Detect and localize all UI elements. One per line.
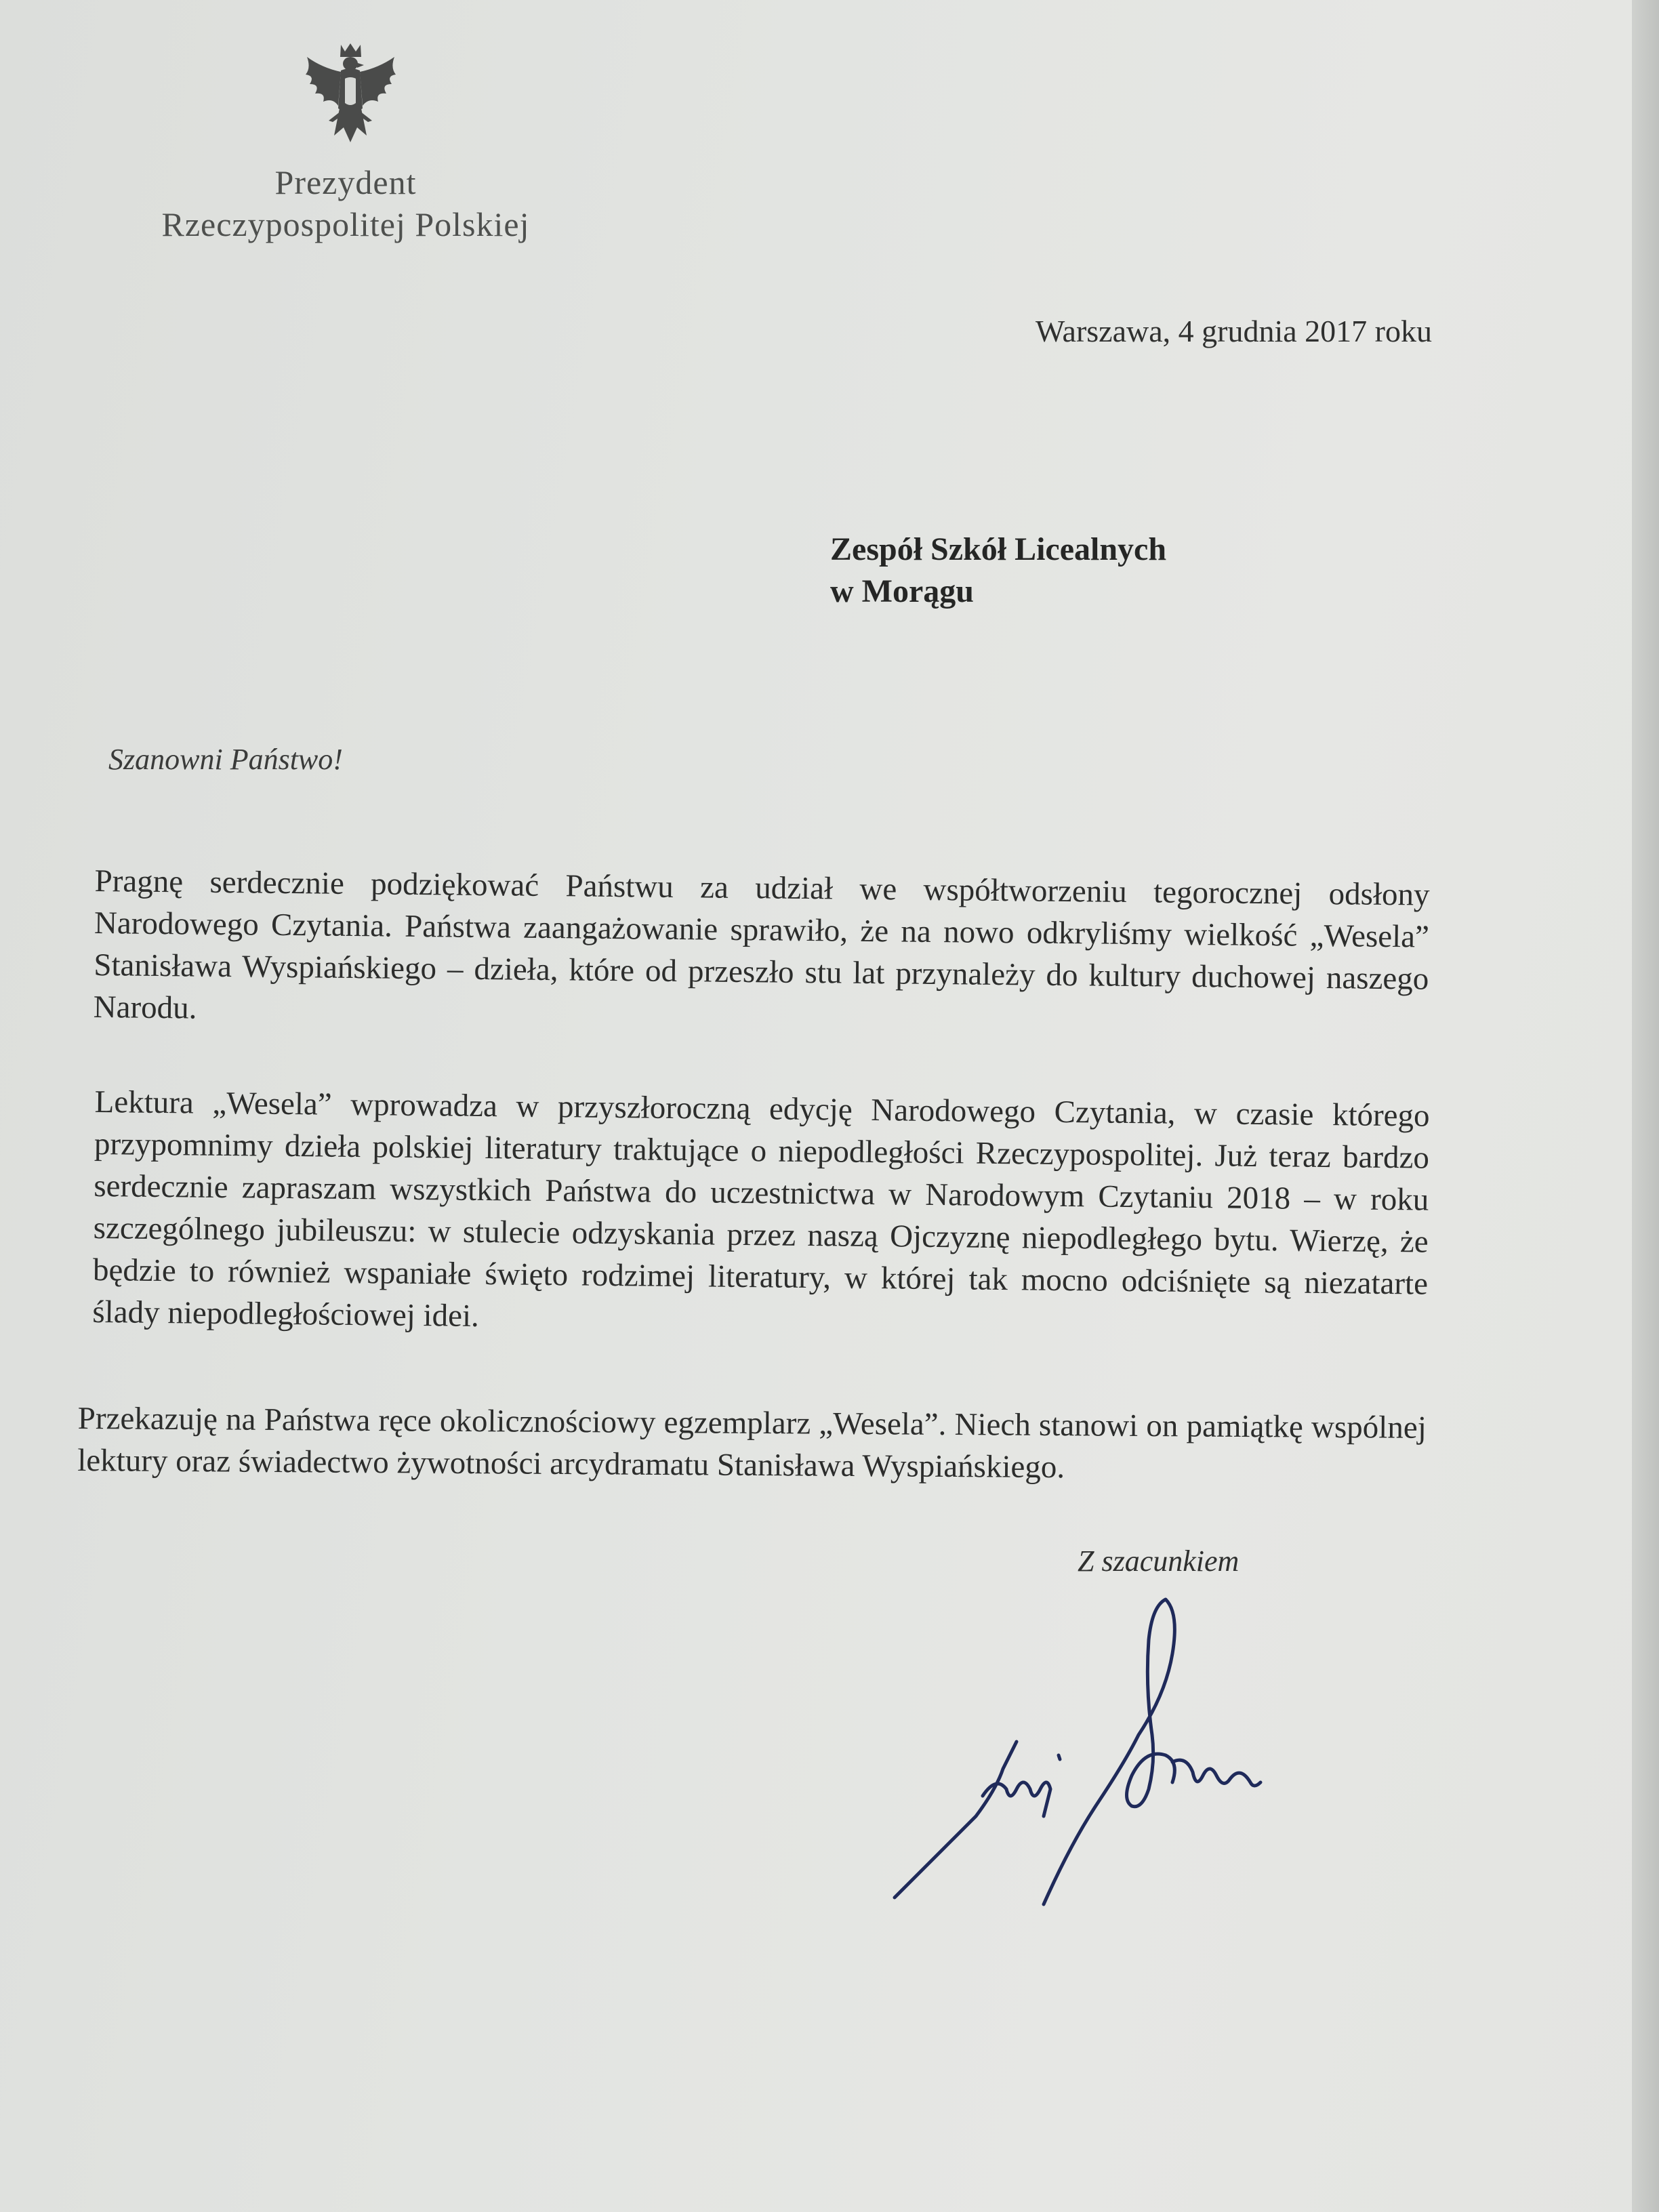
recipient-location: w Morągu (830, 573, 974, 609)
closing-phrase: Z szacunkiem (1078, 1544, 1240, 1578)
body-paragraph-1: Pragnę serdecznie podziękować Państwu za udział we współtworzeniu tegorocznej odsłony Narodowego Czytania. Państwa zaangażowanie sprawiło, że na nowo odkryliśmy wielkość „Wesela” Stanisława Wyspiańskiego – dzieła, które od przeszło stu lat przynależy do kultury duchowej naszego Narodu. (93, 863, 1430, 1026)
recipient-name: Zespół Szkół Licealnych (830, 531, 1167, 567)
letterhead (102, 161, 590, 245)
body-paragraph-3: Przekazuję na Państwa ręce okolicznościowy egzemplarz „Wesela”. Niech stanowi on pamiątkę wspólnej lektury oraz świadectwo żywotności arcydramatu Stanisława Wyspiańskiego. (77, 1401, 1427, 1486)
white-eagle-emblem-icon (302, 41, 400, 149)
letter-date: Warszawa, 4 grudnia 2017 roku (1035, 314, 1432, 348)
page-edge-shadow (1632, 0, 1659, 2212)
letterhead-subtitle: Rzeczypospolitej Polskiej (161, 205, 530, 243)
recipient-address (830, 529, 1166, 613)
handwritten-signature (881, 1586, 1342, 1911)
salutation: Szanowni Państwo! (108, 743, 343, 776)
body-paragraph-2: Lektura „Wesela” wprowadza w przyszłoroczną edycję Narodowego Czytania, w czasie którego przypomnimy dzieła polskiej literatury traktujące o niepodległości Rzeczypospolitej. Już teraz bardzo serdecznie zapraszam wszystkich Państwa do uczestnictwa w Narodowym Czytaniu 2018 – w roku szczególnego jubileuszu: w stulecie odzyskania przez naszą Ojczyznę niepodległego bytu. Wierzę, że będzie to również wspaniałe święto rodzimej literatury, w której tak mocno odciśnięte są niezatarte ślady niepodległościowej idei. (92, 1084, 1430, 1334)
letterhead-title: Prezydent (274, 163, 417, 201)
